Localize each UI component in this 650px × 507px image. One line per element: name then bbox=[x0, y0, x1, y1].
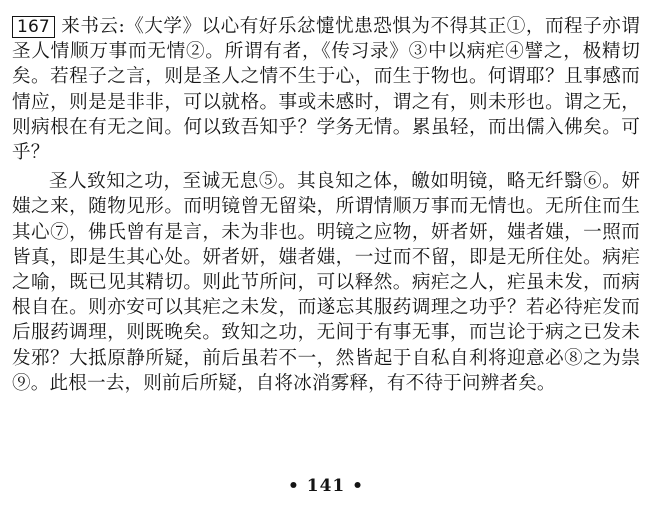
paragraph-2: 圣人致知之功，至诚无息⑤。其良知之体，皦如明镜，略无纤翳⑥。妍媸之来，随物见形。而明镜曾无留染，所谓情顺万事而无情也。无所住而生其心⑦，佛氏曾有是言，未为非也。明镜之应物，妍者妍，媸者媸，一照而皆真，即是生其心处。妍者妍，媸者媸，一过而不留，即是无所住处。病疟之喻，既已见其精切。则此节所问，可以释然。病疟之人，疟虽未发，而病根自在。则亦安可以其疟之未发，而遂忘其服药调理之功乎？若必待疟发而后服药调理，则既晚矣。致知之功，无间于有事无事，而岂论于病之已发未发邪？大抵原静所疑，前后虽若不一，然皆起于自私自利将迎意必⑧之为祟⑨。此根一去，则前后所疑，自将冰消雾释，有不待于问辨者矣。 bbox=[12, 171, 640, 394]
page-number: • 141 • bbox=[287, 476, 365, 496]
section-number-box: 167 bbox=[12, 16, 55, 38]
paragraph-1 bbox=[12, 14, 640, 165]
document-page bbox=[12, 14, 640, 504]
paragraph-1-text: 来书云:《大学》以心有好乐忿懥忧患恐惧为不得其正①，而程子亦谓圣人情顺万事而无情②。所谓有者，《传习录》③中以病疟④譬之，极精切矣。若程子之言，则是圣人之情不生于心，而生于物也。何谓耶？且事感而情应，则是是非非，可以就格。事或未感时，谓之有，则未形也。谓之无，则病根在有无之间。何以致吾知乎？学务无情。累虽轻，而出儒入佛矣。可乎？ bbox=[12, 16, 640, 164]
